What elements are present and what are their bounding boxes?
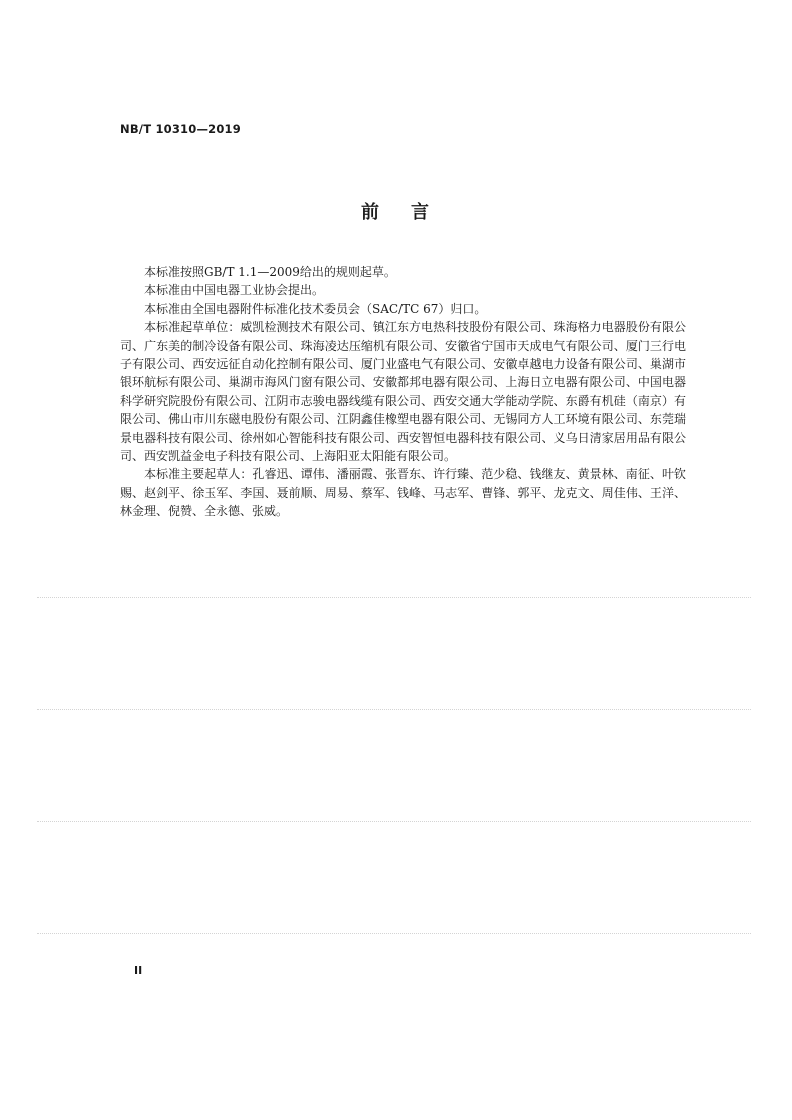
foreword-body [120, 263, 686, 521]
standard-code: NB/T 10310—2019 [120, 122, 241, 136]
paragraph-committee: 本标准由全国电器附件标准化技术委员会（SAC/TC 67）归口。 [144, 301, 487, 316]
dotted-divider [37, 709, 751, 710]
paragraph-drafters: 本标准主要起草人：孔睿迅、谭伟、潘丽霞、张晋东、许行臻、范少稳、钱继友、黄景林、南征、叶钦赐、赵剑平、徐玉军、李国、聂前顺、周易、蔡军、钱峰、马志军、曹锋、郭平、龙克文、周佳伟、王洋、林金理、倪赞、全永德、张威。 [120, 467, 686, 519]
page-title [0, 198, 792, 224]
paragraph-drafting-units: 本标准起草单位：威凯检测技术有限公司、镇江东方电热科技股份有限公司、珠海格力电器股份有限公司、广东美的制冷设备有限公司、珠海凌达压缩机有限公司、安徽省宁国市天成电气有限公司、厦门三行电子有限公司、西安远征自动化控制有限公司、厦门业盛电气有限公司、安徽卓越电力设备有限公司、巢湖市银环航标有限公司、巢湖市海风门窗有限公司、安徽都邦电器有限公司、上海日立电器有限公司、中国电器科学研究院股份有限公司、江阴市志骏电器线缆有限公司、西安交通大学能动学院、东爵有机硅（南京）有限公司、佛山市川东磁电股份有限公司、江阴鑫佳橡塑电器有限公司、无锡同方人工环境有限公司、东莞瑞景电器科技有限公司、徐州如心智能科技有限公司、西安智恒电器科技有限公司、义乌日清家居用品有限公司、西安凯益金电子科技有限公司、上海阳亚太阳能有限公司。 [120, 320, 686, 464]
page-number: II [134, 964, 143, 977]
paragraph-proposer: 本标准由中国电器工业协会提出。 [144, 283, 325, 298]
title-char-2: 言 [411, 202, 431, 223]
dotted-divider [37, 933, 751, 934]
dotted-divider [37, 597, 751, 598]
paragraph-drafting-rules: 本标准按照GB/T 1.1—2009给出的规则起草。 [144, 265, 396, 279]
dotted-divider [37, 821, 751, 822]
title-char-1: 前 [361, 202, 381, 223]
